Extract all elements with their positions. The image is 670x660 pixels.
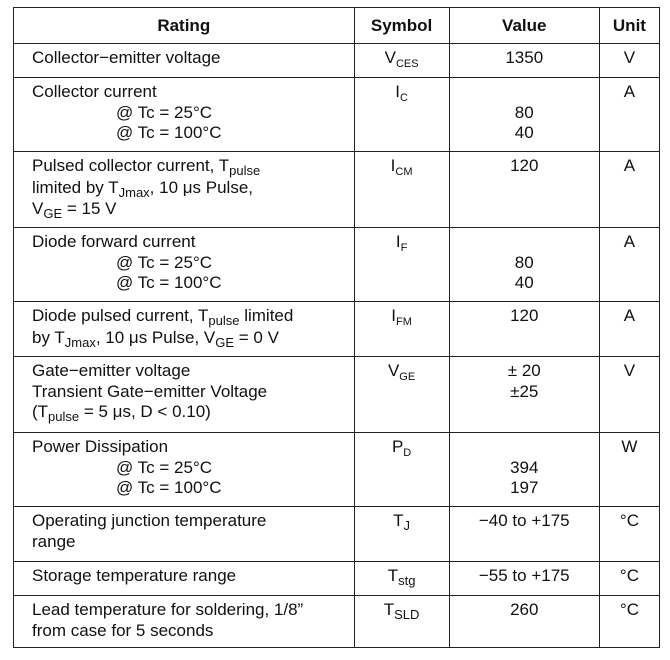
- symbol-cell: [354, 357, 449, 433]
- value-cell: [449, 433, 599, 507]
- rating-condition: @ Tc = 25°C: [116, 102, 213, 122]
- unit-cell: A: [599, 78, 659, 152]
- unit-cell: V: [599, 44, 659, 78]
- rating-cell: [14, 152, 355, 228]
- rating-condition: @ Tc = 100°C: [116, 273, 222, 292]
- rating-text: (T: [32, 402, 49, 421]
- value-cell: [449, 78, 599, 152]
- rating-text: = 5 μs, D < 0.10): [79, 402, 211, 421]
- unit-cell: A: [599, 152, 659, 228]
- rating-text: , 10 μs Pulse,: [149, 177, 254, 197]
- symbol-main: I: [395, 82, 400, 101]
- rating-sub: pulse: [48, 409, 80, 424]
- value-cell: [449, 357, 599, 433]
- symbol-sub: FM: [396, 316, 412, 328]
- unit-cell: °C: [599, 507, 659, 562]
- value-text: −40 to +175: [478, 511, 570, 530]
- rating-sub: GE: [215, 334, 235, 350]
- unit-cell: A: [599, 302, 659, 357]
- table-row: [14, 302, 660, 357]
- symbol-cell: [354, 596, 449, 648]
- symbol-main: V: [387, 361, 400, 380]
- header-symbol: Symbol: [354, 8, 449, 44]
- value-text: 40: [514, 273, 534, 292]
- rating-text: Pulsed collector current, T: [32, 156, 230, 175]
- value-text: 120: [510, 306, 539, 325]
- rating-text: by T: [32, 327, 65, 347]
- table-row: [14, 357, 660, 433]
- table-row: [14, 228, 660, 302]
- symbol-sub: CES: [395, 58, 419, 70]
- rating-condition: @ Tc = 25°C: [116, 252, 213, 272]
- rating-text: limited: [239, 306, 294, 325]
- value-text: ±25: [510, 381, 539, 401]
- table-row: [14, 562, 660, 596]
- rating-text: Storage temperature range: [32, 566, 237, 585]
- rating-sub: Jmax: [64, 334, 96, 350]
- value-text: [450, 437, 599, 458]
- value-text: 80: [514, 102, 534, 122]
- ratings-table: [13, 7, 660, 648]
- rating-text: V: [32, 199, 44, 218]
- value-text: 394: [510, 457, 539, 477]
- value-cell: [449, 562, 599, 596]
- rating-text: Collector−emitter voltage: [32, 48, 221, 67]
- value-text: 120: [510, 156, 539, 175]
- rating-cell: [14, 228, 355, 302]
- unit-cell: W: [599, 433, 659, 507]
- table-row: [14, 507, 660, 562]
- symbol-main: T: [393, 511, 404, 530]
- rating-text: Gate−emitter voltage: [32, 361, 191, 380]
- table-row: [14, 152, 660, 228]
- header-value: Value: [449, 8, 599, 44]
- value-cell: [449, 596, 599, 648]
- value-cell: [449, 507, 599, 562]
- symbol-cell: [354, 507, 449, 562]
- value-text: 197: [510, 478, 539, 497]
- symbol-cell: [354, 433, 449, 507]
- symbol-main: I: [395, 232, 401, 251]
- rating-text: Diode pulsed current, T: [32, 306, 209, 325]
- table-row: [14, 44, 660, 78]
- symbol-cell: [354, 302, 449, 357]
- rating-text: Lead temperature for soldering, 1/8”: [32, 600, 304, 619]
- rating-cell: [14, 596, 355, 648]
- symbol-main: V: [384, 48, 396, 67]
- rating-cell: [14, 562, 355, 596]
- rating-sub: pulse: [229, 163, 261, 178]
- rating-sub: pulse: [208, 313, 240, 328]
- symbol-main: T: [383, 600, 395, 619]
- rating-condition: @ Tc = 25°C: [116, 457, 213, 477]
- rating-text: = 0 V: [234, 327, 279, 347]
- value-text: −55 to +175: [478, 566, 570, 585]
- value-text: 40: [514, 123, 534, 142]
- rating-text: Power Dissipation: [32, 437, 169, 456]
- value-text: [450, 232, 599, 253]
- unit-cell: V: [599, 357, 659, 433]
- rating-text: Diode forward current: [32, 232, 196, 251]
- rating-cell: [14, 357, 355, 433]
- symbol-sub: C: [399, 92, 408, 104]
- symbol-sub: SLD: [394, 607, 420, 622]
- symbol-main: I: [390, 156, 396, 175]
- value-text: 1350: [505, 48, 544, 67]
- symbol-main: P: [391, 437, 404, 456]
- symbol-sub: CM: [395, 166, 413, 178]
- symbol-sub: J: [403, 518, 411, 533]
- value-cell: [449, 302, 599, 357]
- symbol-cell: [354, 78, 449, 152]
- rating-cell: [14, 78, 355, 152]
- header-row: [14, 8, 660, 44]
- rating-cell: [14, 302, 355, 357]
- symbol-sub: stg: [398, 573, 416, 588]
- symbol-cell: [354, 44, 449, 78]
- value-cell: [449, 228, 599, 302]
- rating-condition: @ Tc = 100°C: [116, 478, 222, 497]
- value-text: 260: [510, 600, 539, 619]
- symbol-main: I: [391, 306, 396, 325]
- unit-cell: °C: [599, 562, 659, 596]
- header-unit: Unit: [599, 8, 659, 44]
- rating-text: Operating junction temperature: [32, 511, 267, 530]
- rating-text: from case for 5 seconds: [32, 620, 214, 640]
- table-row: [14, 596, 660, 648]
- unit-cell: °C: [599, 596, 659, 648]
- unit-cell: A: [599, 228, 659, 302]
- rating-sub: Jmax: [118, 184, 150, 200]
- rating-cell: [14, 507, 355, 562]
- rating-text: limited by T: [32, 177, 119, 197]
- symbol-sub: D: [403, 447, 412, 459]
- value-text: [450, 82, 599, 103]
- symbol-main: T: [387, 566, 399, 585]
- rating-text: Transient Gate−emitter Voltage: [32, 381, 268, 401]
- table-row: [14, 78, 660, 152]
- rating-text: = 15 V: [62, 199, 117, 218]
- rating-cell: [14, 433, 355, 507]
- value-text: ± 20: [507, 361, 541, 380]
- rating-condition: @ Tc = 100°C: [116, 123, 222, 142]
- value-cell: [449, 44, 599, 78]
- rating-text: Collector current: [32, 82, 157, 101]
- symbol-sub: GE: [399, 371, 416, 383]
- rating-text: range: [32, 531, 76, 551]
- rating-sub: GE: [43, 206, 63, 221]
- value-text: 80: [514, 252, 534, 272]
- value-cell: [449, 152, 599, 228]
- symbol-cell: [354, 152, 449, 228]
- table-row: [14, 433, 660, 507]
- symbol-cell: [354, 562, 449, 596]
- rating-cell: [14, 44, 355, 78]
- header-rating: Rating: [14, 8, 355, 44]
- symbol-cell: [354, 228, 449, 302]
- symbol-sub: F: [400, 242, 408, 254]
- rating-text: , 10 μs Pulse, V: [95, 327, 216, 347]
